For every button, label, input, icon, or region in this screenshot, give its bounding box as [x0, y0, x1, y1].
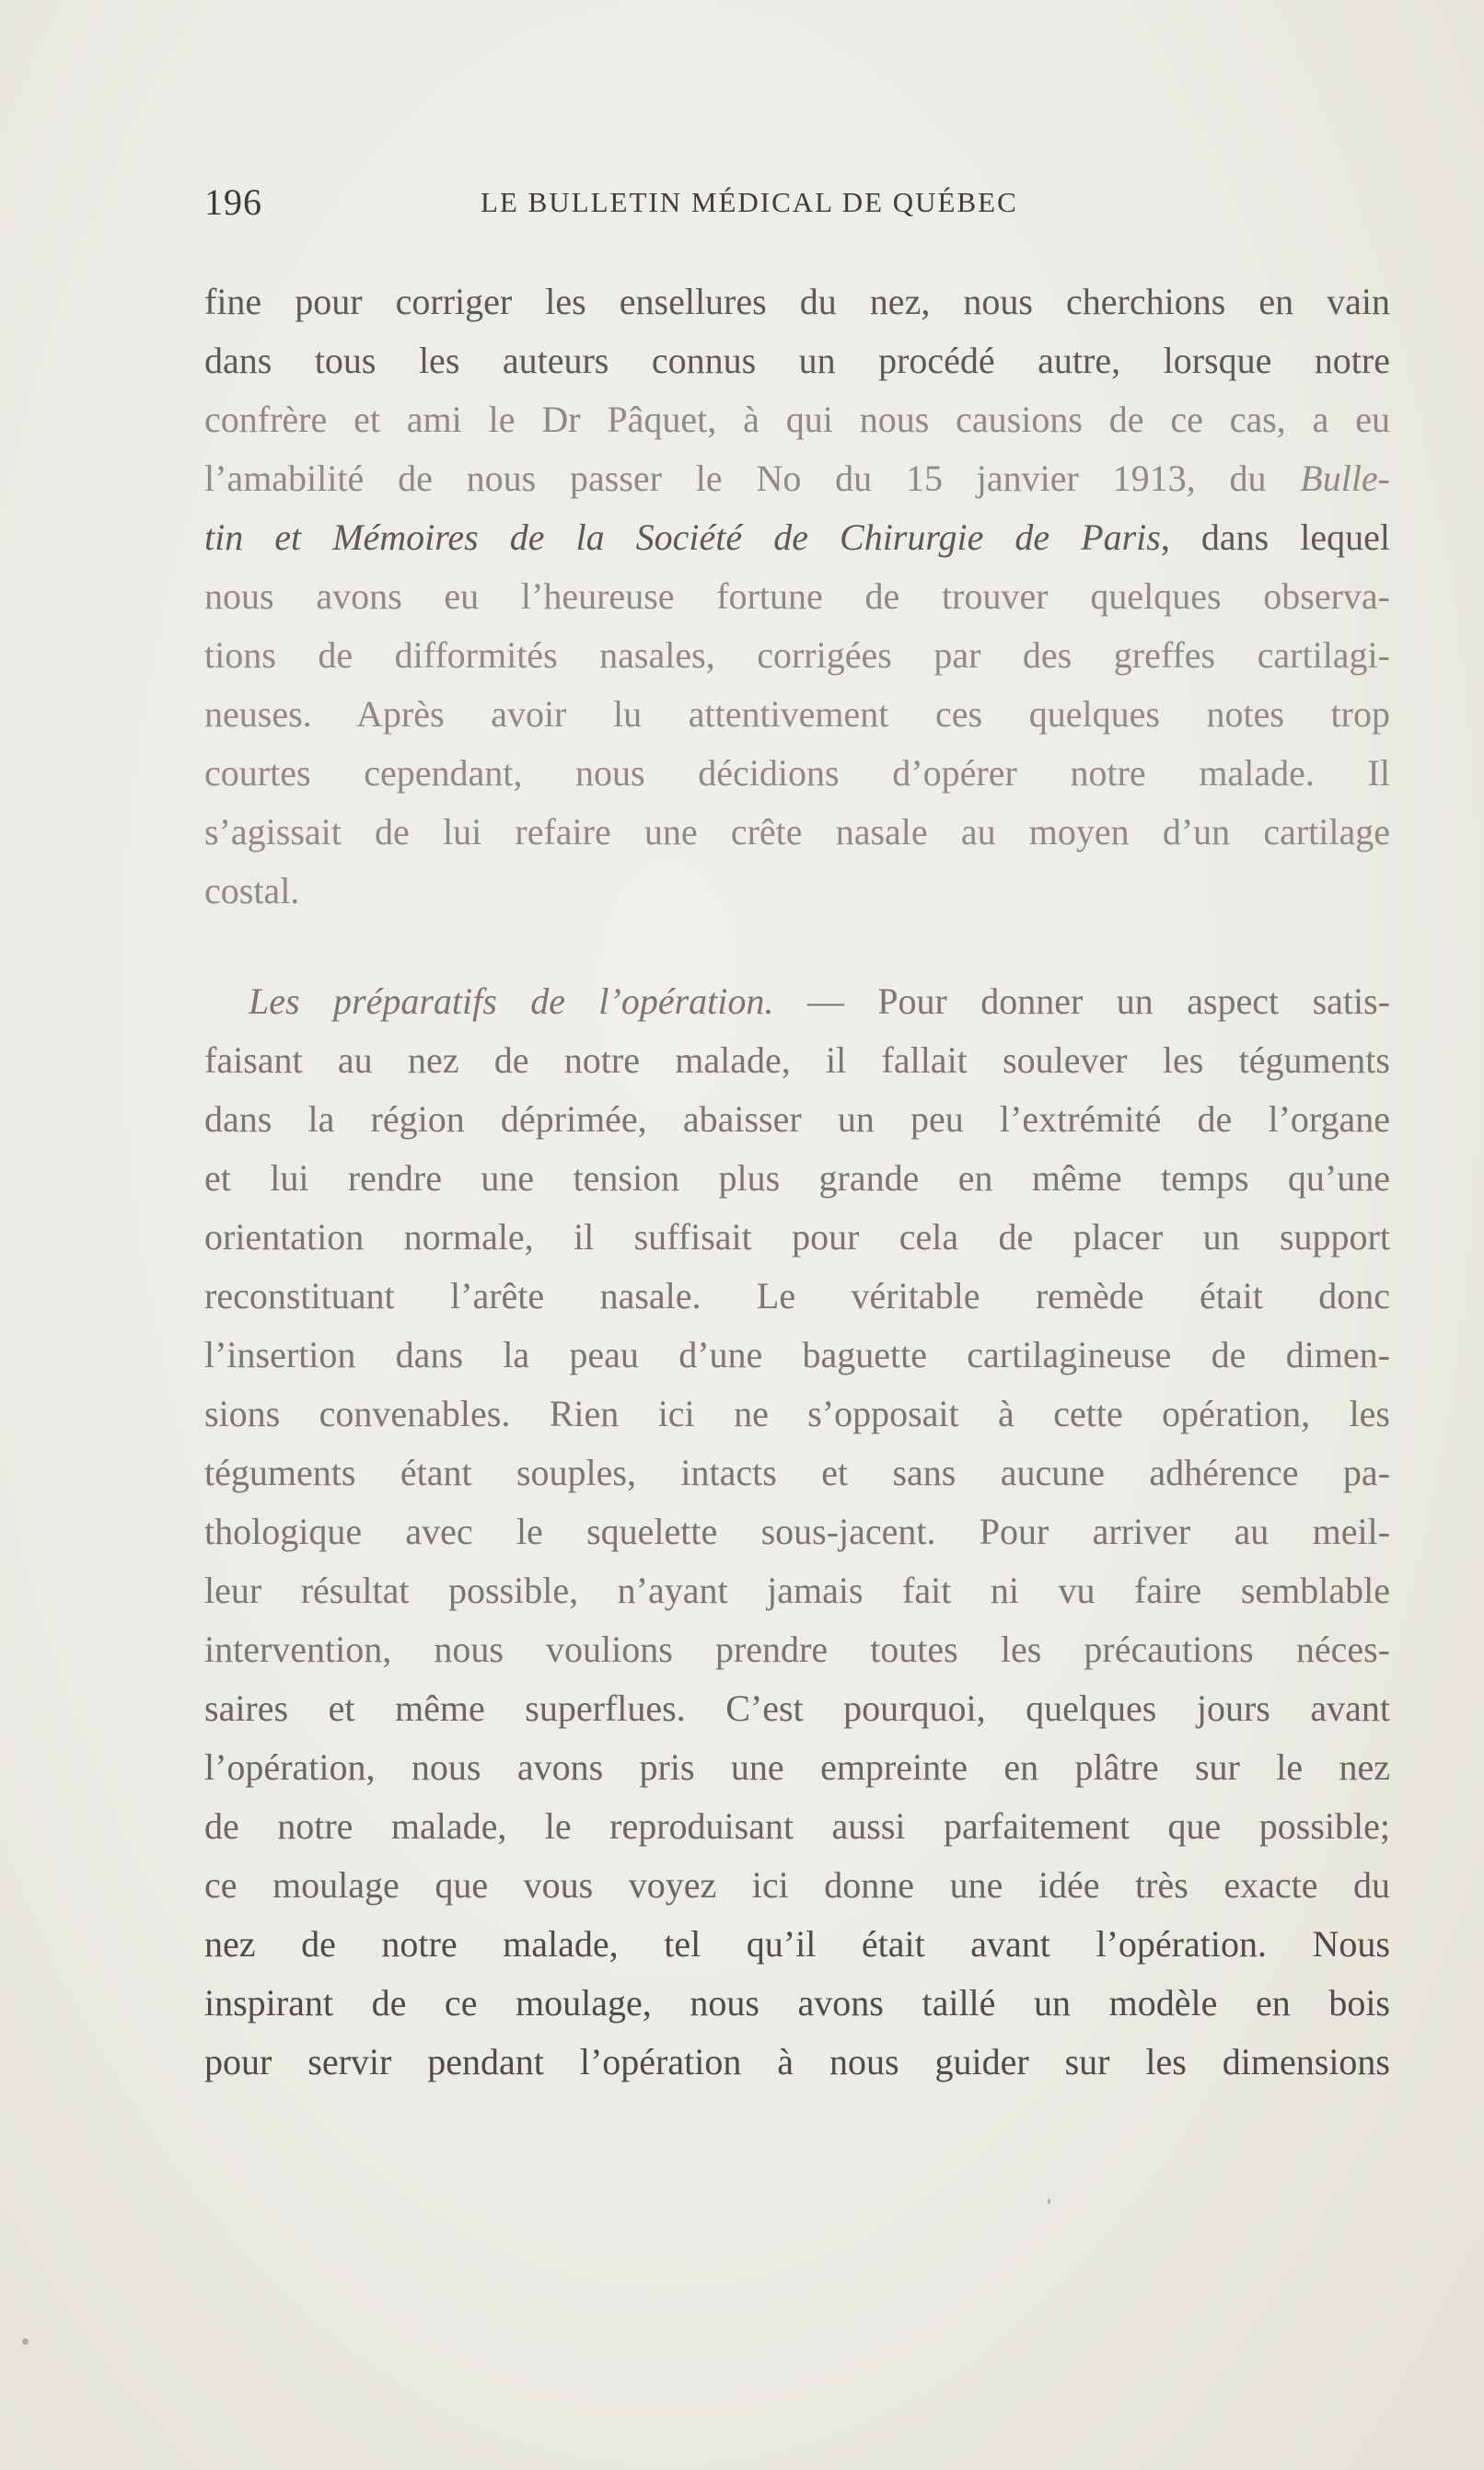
italic-fragment: Bulle-: [1300, 458, 1390, 499]
text-fragment: , dans lequel: [1160, 516, 1390, 558]
text-fragment: l’amabilité de nous passer le No du 15 janvier 1913, du: [204, 458, 1267, 499]
paragraph-2: [204, 972, 1390, 2092]
paper-speck: [1048, 2198, 1050, 2204]
text-line: costal.: [204, 870, 300, 911]
text-line: et lui rendre une tension plus grande en même temps qu’une: [204, 1157, 1390, 1199]
text-line: fine pour corriger les ensellures du nez, nous cherchions en vain: [204, 281, 1390, 322]
page-number: 196: [204, 181, 262, 223]
paper-speck: [22, 2338, 29, 2345]
text-line: reconstituant l’arête nasale. Le véritable remède était donc: [204, 1275, 1390, 1316]
text-line: l’opération, nous avons pris une empreinte en plâtre sur le nez: [204, 1746, 1390, 1788]
running-title: LE BULLETIN MÉDICAL DE QUÉBEC: [481, 186, 1018, 218]
text-line: dans la région déprimée, abaisser un peu l’extrémité de l’organe: [204, 1098, 1390, 1140]
text-line: dans tous les auteurs connus un procédé autre, lorsque notre: [204, 340, 1390, 381]
text-line: [204, 508, 1390, 567]
text-line: l’insertion dans la peau d’une baguette cartilagineuse de dimen-: [204, 1334, 1390, 1375]
page-header: [204, 180, 1390, 226]
paragraph-1: [204, 273, 1390, 921]
text-line: nez de notre malade, tel qu’il était avant l’opération. Nous: [204, 1923, 1390, 1965]
text-line: pour servir pendant l’opération à nous guider sur les dimensions: [204, 2041, 1390, 2082]
text-fragment: — Pour donner un aspect satis-: [773, 980, 1390, 1022]
text-line: orientation normale, il suffisait pour cela de placer un support: [204, 1216, 1390, 1258]
text-line: thologique avec le squelette sous-jacent. Pour arriver au meil-: [204, 1511, 1390, 1552]
text-line: inspirant de ce moulage, nous avons taillé un modèle en bois: [204, 1982, 1390, 2024]
text-line: faisant au nez de notre malade, il fallait soulever les téguments: [204, 1039, 1390, 1081]
text-line: téguments étant souples, intacts et sans aucune adhérence pa-: [204, 1452, 1390, 1493]
section-heading: Les préparatifs de l’opération.: [249, 980, 774, 1022]
text-line: saires et même superflues. C’est pourquoi, quelques jours avant: [204, 1687, 1390, 1729]
text-line: intervention, nous voulions prendre toutes les précautions néces-: [204, 1629, 1390, 1670]
text-line: s’agissait de lui refaire une crête nasale au moyen d’un cartilage: [204, 811, 1390, 852]
text-line: courtes cependant, nous décidions d’opérer notre malade. Il: [204, 752, 1390, 794]
text-line: neuses. Après avoir lu attentivement ces quelques notes trop: [204, 693, 1390, 735]
text-line: ce moulage que vous voyez ici donne une idée très exacte du: [204, 1864, 1390, 1906]
body-text: [204, 273, 1390, 2092]
text-line: de notre malade, le reproduisant aussi parfaitement que possible;: [204, 1805, 1390, 1847]
text-line: [204, 449, 1390, 508]
italic-fragment: tin et Mémoires de la Société de Chirurgie de Paris: [204, 516, 1161, 558]
text-line: nous avons eu l’heureuse fortune de trouver quelques observa-: [204, 575, 1390, 617]
text-line: sions convenables. Rien ici ne s’opposait à cette opération, les: [204, 1393, 1390, 1434]
text-line: [204, 972, 1390, 1031]
text-line: confrère et ami le Dr Pâquet, à qui nous causions de ce cas, a eu: [204, 399, 1390, 440]
text-line: tions de difformités nasales, corrigées par des greffes cartilagi-: [204, 634, 1390, 676]
text-line: leur résultat possible, n’ayant jamais fait ni vu faire semblable: [204, 1570, 1390, 1611]
